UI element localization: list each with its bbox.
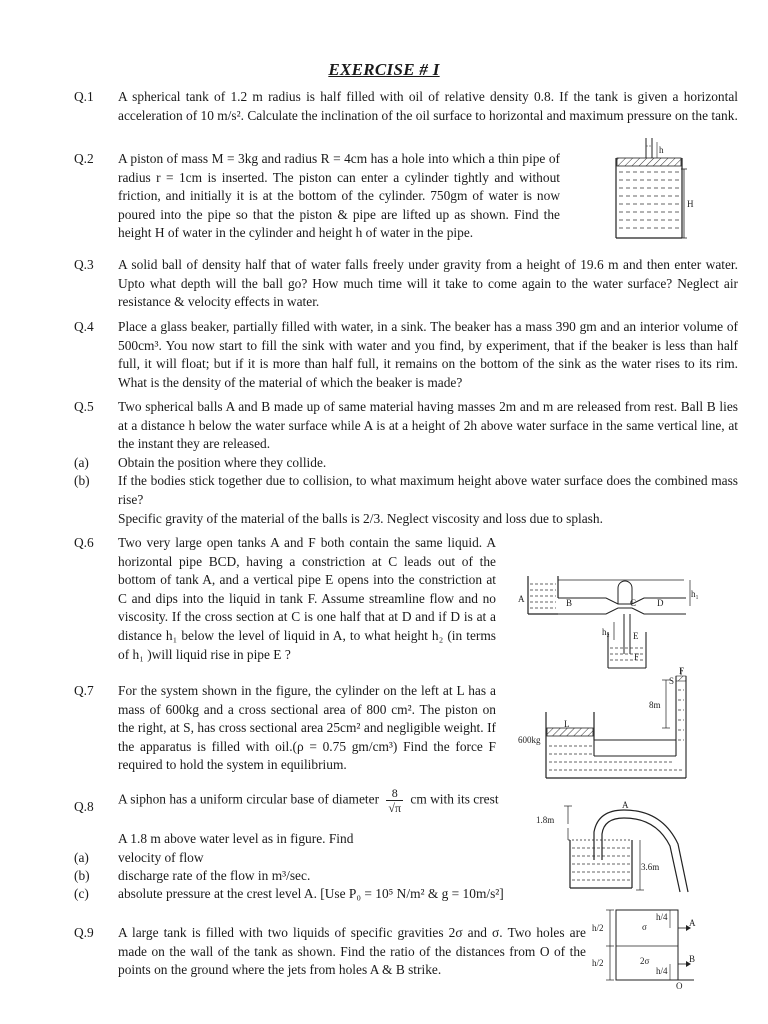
question-text: For the system shown in the figure, the cylinder on the left at L has a mass of 600kg and a cross sectional area of 800 cm². The piston on the right, at S, has cross sectional area 25cm² and negligible weight. If the apparatus is filled with oil.(ρ = 0.75 gm/cm³) Find the force F required to hold the system in equilibrium. bbox=[118, 683, 496, 773]
part-text: Obtain the position where they collide. bbox=[118, 455, 327, 470]
label-sigma: σ bbox=[642, 922, 647, 932]
label-A: A bbox=[622, 800, 629, 810]
question-number: Q.5 bbox=[74, 399, 94, 414]
fraction-numerator: 8 bbox=[391, 786, 398, 800]
question-text: Two spherical balls A and B made up of same material having masses 2m and m are released from rest. Ball B lies at a distance h below the water surface while A is at a height of 2h above water surface in the same vertical line, at the instant they are released. bbox=[118, 399, 738, 452]
part-label: (a) bbox=[74, 850, 89, 865]
question-text: Place a glass beaker, partially filled with water, in a sink. The beaker has a mass 390 gm and an interior volume of 500cm³. You now start to fill the sink with water and you find, by experiment, that if the beaker is less than half full, it will float; but if it is more than half full, it remains on the bottom of the sink as the water rises to its rim. What is the density of the material of which the beaker is made? bbox=[118, 319, 738, 390]
fraction-denominator: √π bbox=[388, 801, 402, 815]
part-text: absolute pressure at the crest level A. [Use P₀ = 10⁵ N/m² & g = 10m/s²] bbox=[118, 886, 504, 901]
tanks-pipe-figure bbox=[514, 568, 700, 672]
siphon-figure bbox=[532, 800, 698, 896]
q8-line2-text: A 1.8 m above water level as in figure. Find bbox=[118, 831, 354, 846]
q8-text-before: A siphon has a uniform circular base of diameter bbox=[118, 791, 380, 807]
label-F: F bbox=[634, 652, 640, 662]
question-number: Q.6 bbox=[74, 535, 94, 550]
question-text bbox=[118, 786, 518, 815]
diameter-fraction bbox=[386, 786, 403, 815]
label-E: E bbox=[633, 631, 639, 641]
part-text: If the bodies stick together due to collision, to what maximum height above water surface does the combined mass rise? bbox=[118, 473, 738, 507]
label-h2: h₂ bbox=[602, 627, 610, 637]
question-text: A large tank is filled with two liquids of specific gravities 2σ and σ. Two holes are made on the wall of the tank as shown. Find the ratio of the distances from O of the points on the ground where the jets from holes A & B strike. bbox=[118, 925, 586, 978]
label-D: D bbox=[657, 598, 664, 608]
q8-text-after: cm with its crest bbox=[410, 791, 499, 807]
label-h4-bottom: h/4 bbox=[656, 966, 668, 976]
label-h2-bottom: h/2 bbox=[592, 958, 604, 968]
label-C: C bbox=[630, 598, 637, 608]
label-B: B bbox=[689, 954, 696, 964]
question-number: Q.2 bbox=[74, 151, 94, 166]
label-F: F bbox=[679, 666, 685, 676]
label-h2: 3.6m bbox=[641, 862, 660, 872]
label-h: h bbox=[659, 145, 664, 155]
label-L: L bbox=[564, 719, 570, 729]
question-text: A piston of mass M = 3kg and radius R = 4cm has a hole into which a thin pipe of radius r = 1cm is inserted. The piston can enter a cylinder tightly and without friction, and initially it is at the bottom of the cylinder. 750gm of water is now poured into the pipe so that the piston & pipe are lifted up as shown. Find the height H of water in the cylinder and height h of water in the pipe. bbox=[118, 151, 560, 241]
hydraulic-system-figure bbox=[516, 666, 698, 784]
question-number: Q.3 bbox=[74, 257, 94, 272]
label-A: A bbox=[518, 594, 525, 604]
label-h2-top: h/2 bbox=[592, 923, 604, 933]
question-number: Q.1 bbox=[74, 89, 94, 104]
part-text: velocity of flow bbox=[118, 850, 204, 865]
question-number: Q.9 bbox=[74, 925, 94, 940]
label-h4-top: h/4 bbox=[656, 912, 668, 922]
label-S: S bbox=[669, 676, 675, 686]
question-text: Two very large open tanks A and F both contain the same liquid. A horizontal pipe BCD, having a constriction at C leads out of the bottom of tank A, and a vertical pipe E opens into the constriction at C and dips into the liquid in tank F. Assume streamline flow and no viscosity. If the cross section at C is one half that at D and if D is at a distance h₁ below the level of liquid in A, to what height h₂ (in terms of h₁ )will liquid rise in pipe E ? bbox=[118, 535, 496, 662]
question-text: A spherical tank of 1.2 m radius is half filled with oil of relative density 0.8. If the tank is given a horizontal acceleration of 10 m/s². Calculate the inclination of the oil surface to horizontal and maximum pressure on the tank. bbox=[118, 89, 738, 123]
question-number: Q.4 bbox=[74, 319, 94, 334]
question-text: A solid ball of density half that of water falls freely under gravity from a height of 19.6 m and then enter water. Upto what depth will the ball go? How much time will it take to come again to the water surface? Neglect air resistance & velocity effects in water. bbox=[118, 257, 738, 310]
part-label: (c) bbox=[74, 886, 89, 901]
page-title: EXERCISE # I bbox=[328, 60, 440, 79]
question-number: Q.8 bbox=[74, 799, 94, 814]
label-O: O bbox=[676, 981, 683, 990]
question-number: Q.7 bbox=[74, 683, 94, 698]
piston-cylinder-figure bbox=[612, 136, 700, 242]
part-label: (b) bbox=[74, 868, 90, 883]
label-height: 8m bbox=[649, 700, 661, 710]
part-label: (b) bbox=[74, 473, 90, 488]
label-h1: h₁ bbox=[691, 589, 699, 599]
label-two-sigma: 2σ bbox=[640, 956, 650, 966]
note-text: Specific gravity of the material of the balls is 2/3. Neglect viscosity and loss due to splash. bbox=[118, 511, 603, 526]
label-H: H bbox=[687, 199, 694, 209]
label-B: B bbox=[566, 598, 573, 608]
label-A: A bbox=[689, 918, 696, 928]
label-h1: 1.8m bbox=[536, 815, 555, 825]
part-text: discharge rate of the flow in m³/sec. bbox=[118, 868, 311, 883]
two-liquid-tank-figure bbox=[590, 906, 700, 990]
part-label: (a) bbox=[74, 455, 89, 470]
label-mass: 600kg bbox=[518, 735, 541, 745]
